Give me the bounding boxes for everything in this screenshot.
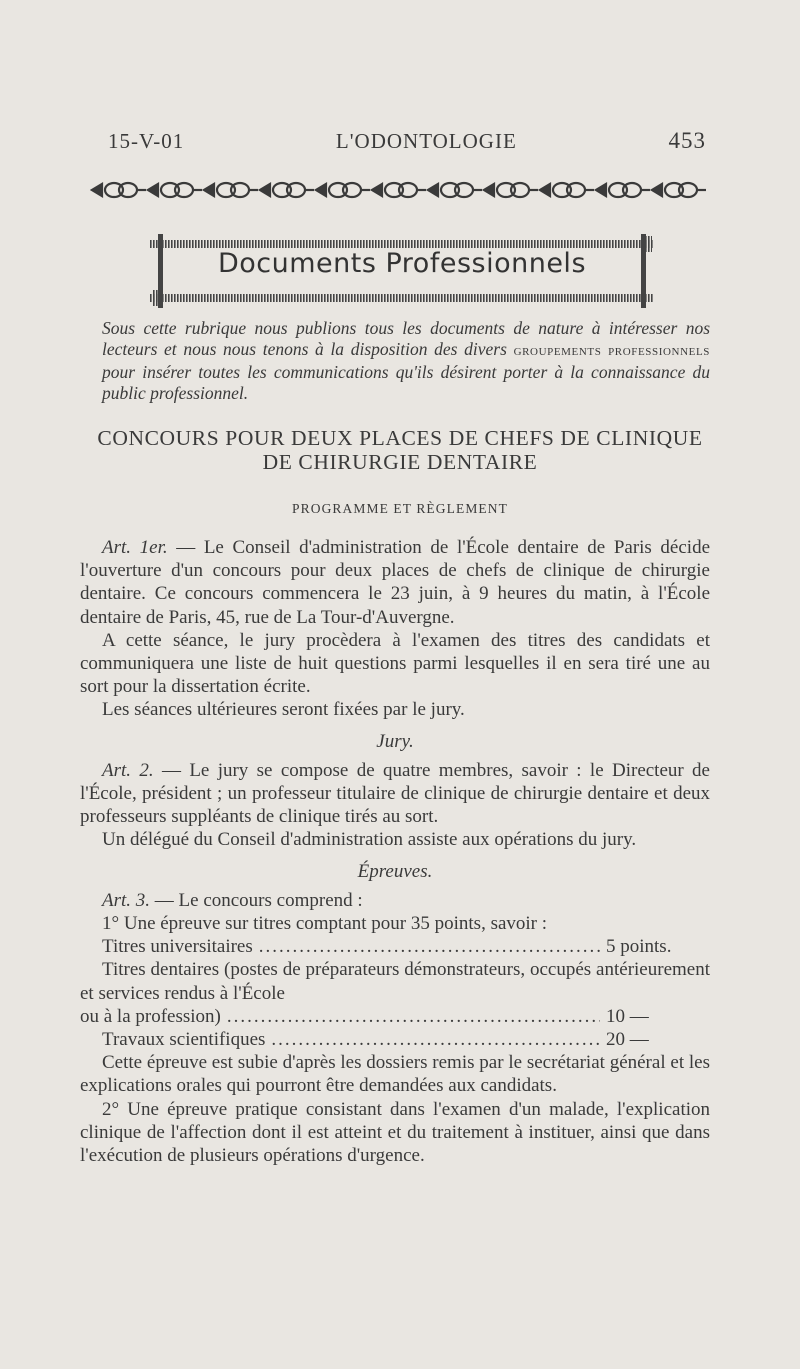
journal-title: L'ODONTOLOGIE [335,129,517,153]
art3-item-1: 1° Une épreuve sur titres comptant pour 35 points, savoir : [102,913,548,935]
points-row-2-value: 10 — [606,1005,649,1027]
art2-paragraph-2: Un délégué du Conseil d'administration assiste aux opérations du jury. [102,829,637,851]
points-row-2-label: ou à la profession) [80,1005,221,1027]
intro-text-a: Sous cette rubrique nous publions tous les documents de nature à intéresser nos lecteurs et nous nous tenons à la disposition des divers [102,318,710,359]
art3-paragraph [80,889,710,912]
points-row-3 [80,1028,710,1051]
leader-dots [259,935,600,958]
article-heading [70,426,730,474]
jury-title: Jury. [376,730,414,752]
page-number: 453 [668,128,706,153]
art2-label: Art. 2. [102,759,154,781]
art3-intro: — Le concours comprend : [154,889,363,911]
intro-small-caps: groupements professionnels [513,343,710,359]
heading-line-1: CONCOURS POUR DEUX PLACES DE CHEFS DE CLINIQUE [97,426,703,450]
art1-paragraph-3: Les séances ultérieures seront fixées par le jury. [102,699,465,721]
art1-label: Art. 1er. [102,537,168,558]
article-body [80,536,710,1167]
points-row-3-label: Travaux scientifiques [102,1029,266,1051]
epreuves-title: Épreuves. [357,860,433,882]
section-title: Documents Professionnels [217,248,587,279]
heading-line-2: DE CHIRURGIE DENTAIRE [262,450,538,474]
art1-paragraph [80,536,710,629]
leader-dots [227,1005,600,1028]
points-row-3-value: 20 — [606,1029,649,1051]
leader-dots [271,1028,600,1051]
subheading: PROGRAMME ET RÈGLEMENT [292,501,508,516]
art3-paragraph-after: Cette épreuve est subie d'après les dossiers remis par le secrétariat général et les explications orales qui pourront être demandées aux candidats. [80,1052,710,1097]
art2-text: — Le jury se compose de quatre membres, savoir : le Directeur de l'École, président ; un professeur titulaire de clinique de chirurgie dentaire et deux professeurs suppléants de clinique tirés au sort. [80,759,710,828]
art3-label: Art. 3. [102,889,151,911]
intro-paragraph [102,318,710,404]
art1-paragraph-2: A cette séance, le jury procèdera à l'examen des titres des candidats et communiquera une liste de huit questions parmi lesquelles il en sera tiré une au sort pour la dissertation écrite. [80,629,710,698]
running-head [108,128,706,154]
points-row-1-label: Titres universitaires [102,936,253,958]
art3-item-2: 2° Une épreuve pratique consistant dans l'examen d'un malade, l'explication clinique de l'affection dont il est atteint et du traitement à instituer, ainsi que dans l'exécution de plusieurs opérations d'urgence. [80,1098,710,1167]
issue-date: 15-V-01 [108,129,185,153]
points-row-1 [80,935,710,958]
points-row-2 [80,1005,710,1028]
art2-paragraph [80,759,710,829]
art1-text: — Le Conseil d'administration de l'École dentaire de Paris décide l'ouverture d'un concours pour deux places de chefs de clinique de chirurgie dentaire. Ce concours commencera le 23 juin, à 9 heures du matin, à l'École dentaire de Paris, 45, rue de La Tour-d'Auvergne. [80,537,711,628]
intro-text-b: pour insérer toutes les communications qu'ils désirent porter à la connaissance du public professionnel. [102,362,710,403]
ornamental-band [90,178,710,202]
points-row-1-value: 5 points. [606,936,672,958]
points-row-2-text: Titres dentaires (postes de préparateurs démonstrateurs, occupés antérieurement et services rendus à l'École [80,959,710,1004]
